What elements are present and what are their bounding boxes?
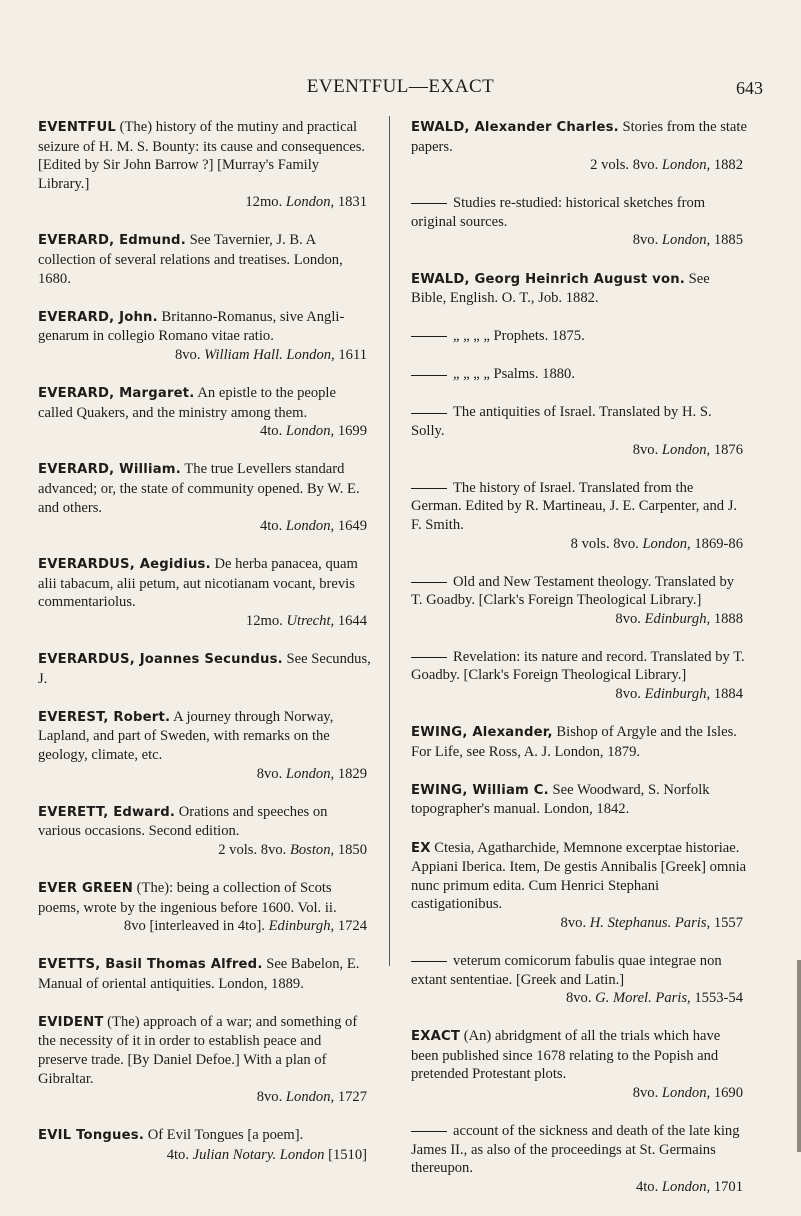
imprint-place: London, <box>285 1089 335 1106</box>
entry-imprint <box>38 1088 371 1107</box>
entry-text: De herba panacea, quam alii tabacum, alii petum, aut nicotianam vocant, brevis commentariolus. <box>38 556 358 611</box>
entry-headword: EVERARD, Edmund. <box>38 233 186 249</box>
imprint-year: 1884 <box>713 686 743 703</box>
imprint-year: 1699 <box>337 423 367 440</box>
entry-headword: EWING, William C. <box>411 782 549 798</box>
entry-imprint <box>38 346 371 365</box>
imprint-year: 1690 <box>713 1085 743 1102</box>
entry-body <box>38 1013 371 1088</box>
imprint-format: 8vo. <box>632 441 659 458</box>
entry-text: Orations and speeches on various occasions. Second edition. <box>38 803 328 840</box>
imprint-place: London, <box>661 441 711 458</box>
entry-text: Bishop of Argyle and the Isles. For Life, see Ross, A. J. London, 1879. <box>411 724 737 760</box>
ditto-dash <box>411 1131 447 1132</box>
imprint-year: 1557 <box>713 914 743 931</box>
imprint-format: 12mo. <box>245 612 283 629</box>
imprint-place: H. Stephanus. Paris, <box>589 914 711 931</box>
entry-text: Old and New Testament theology. Translated by T. Goadby. [Clark's Foreign Theological Library.] <box>411 573 735 609</box>
entry-text: The true Levellers standard advanced; or, the state of community opened. By W. E. and others. <box>38 461 360 516</box>
ditto-dash <box>411 582 447 583</box>
catalog-entry <box>38 231 371 288</box>
imprint-place: Edinburgh, <box>644 686 711 703</box>
catalog-entry <box>38 708 371 783</box>
entry-text: See Babelon, E. Manual of oriental antiquities. London, 1889. <box>38 956 360 992</box>
imprint-year: 1829 <box>337 765 367 782</box>
entry-body <box>38 384 371 422</box>
entry-headword: EVEREST, Robert. <box>38 709 171 725</box>
catalog-entry <box>38 803 371 860</box>
imprint-year: 1649 <box>337 518 367 535</box>
imprint-format: 8vo. <box>615 686 641 703</box>
imprint-place: London, <box>661 232 711 249</box>
entry-headword: EVERARDUS, Aegidius. <box>38 557 211 573</box>
entry-text: (The) history of the mutiny and practical seizure of H. M. S. Bounty: its cause and consequences. [Edited by Sir John Barrow ?] [Murray's Family Library.] <box>38 119 366 192</box>
entry-text: (The): being a collection of Scots poems, wrote by the ingenious before 1600. Vol. ii. <box>38 879 337 916</box>
imprint-year: 1882 <box>713 157 743 174</box>
catalog-entry <box>411 573 747 629</box>
entry-headword: EVIL Tongues. <box>38 1128 145 1144</box>
entry-body <box>38 308 371 346</box>
entry-text: An epistle to the people called Quakers, and the ministry among them. <box>38 385 336 421</box>
imprint-place: London, <box>285 765 335 782</box>
imprint-format: 2 vols. 8vo. <box>218 841 287 858</box>
catalog-entry <box>411 327 747 346</box>
catalog-entry <box>38 460 371 535</box>
entry-headword: EVERARD, Margaret. <box>38 386 195 402</box>
entry-text: A journey through Norway, Lapland, and part of Sweden, with remarks on the geology, climate, etc. <box>38 708 334 763</box>
imprint-format: 8vo. <box>256 765 283 782</box>
catalog-entry <box>38 308 371 365</box>
entry-headword: EVENTFUL <box>38 120 116 135</box>
imprint-place: Julian Notary. London <box>192 1146 325 1163</box>
catalog-entry <box>411 839 747 933</box>
entry-body <box>38 231 371 288</box>
entry-headword: EVERETT, Edward. <box>38 804 176 820</box>
entry-text: Studies re-studied: historical sketches from original sources. <box>411 195 706 230</box>
catalog-entry <box>38 879 371 936</box>
imprint-year: 1869-86 <box>694 535 743 552</box>
entry-body <box>411 573 747 610</box>
catalog-entry <box>411 723 747 761</box>
entry-text: See Secundus, J. <box>38 651 371 687</box>
imprint-place: G. Morel. Paris, <box>595 990 691 1007</box>
entry-headword: EXACT <box>411 1029 461 1045</box>
entry-body <box>38 555 371 612</box>
entry-headword: EWALD, Alexander Charles. <box>411 120 619 135</box>
entry-text: Ctesia, Agatharchide, Memnone excerptae historiae. Appiani Iberica. Item, De gestis Annibalis [Greek] omnia nunc primum edita. Cum Henrici Stephani castigationibus. <box>411 839 747 913</box>
entry-imprint <box>411 914 747 933</box>
imprint-format: 4to. <box>166 1146 189 1163</box>
entry-imprint <box>411 441 747 460</box>
imprint-year: 1831 <box>337 194 367 211</box>
imprint-year: 1888 <box>713 610 743 627</box>
entry-imprint <box>38 917 371 936</box>
ditto-dash <box>411 413 447 414</box>
catalog-entry <box>411 952 747 1008</box>
catalog-entry <box>411 118 747 175</box>
entry-text: (An) abridgment of all the trials which have been published since 1678 relating to the Popish and pretended Protestant plots. <box>411 1028 721 1083</box>
entry-body <box>38 460 371 517</box>
catalog-entry <box>411 365 747 384</box>
entry-headword: EVIDENT <box>38 1014 104 1030</box>
entry-headword: EVETTS, Basil Thomas Alfred. <box>38 957 263 973</box>
imprint-place: William Hall. London, <box>204 346 335 363</box>
imprint-format: 8vo [interleaved in 4to]. <box>123 918 265 935</box>
entry-headword: EVERARD, John. <box>38 309 158 325</box>
imprint-format: 8 vols. 8vo. <box>570 535 639 552</box>
imprint-format: 8vo. <box>560 914 587 931</box>
imprint-format: 2 vols. 8vo. <box>590 157 659 174</box>
entry-imprint <box>411 610 747 629</box>
imprint-place: London, <box>642 535 691 552</box>
imprint-year: 1724 <box>337 918 367 935</box>
entry-body <box>38 803 371 841</box>
imprint-year: 1885 <box>713 232 743 249</box>
imprint-format: 4to. <box>259 423 283 440</box>
catalog-entry <box>411 781 747 819</box>
catalog-entry <box>38 955 371 993</box>
entry-body <box>411 1027 747 1084</box>
imprint-format: 8vo. <box>615 610 641 627</box>
imprint-place: London, <box>285 194 335 211</box>
entry-body <box>411 1122 747 1178</box>
ditto-dash <box>411 203 447 204</box>
entry-text: Revelation: its nature and record. Translated by T. Goadby. [Clark's Foreign Theological Library.] <box>411 648 745 684</box>
page-number: 643 <box>736 78 763 98</box>
entry-text: See Bible, English. O. T., Job. 1882. <box>411 270 710 307</box>
imprint-place: London, <box>661 157 711 174</box>
entry-body <box>38 708 371 765</box>
imprint-place: Boston, <box>289 841 335 858</box>
entry-text: The antiquities of Israel. Translated by H. S. Solly. <box>411 404 712 440</box>
entry-body <box>411 118 747 156</box>
entry-imprint <box>411 989 747 1008</box>
entry-text: See Woodward, S. Norfolk topographer's manual. London, 1842. <box>411 781 710 818</box>
entry-imprint <box>411 1084 747 1103</box>
entry-text: „ „ „ „ Prophets. 1875. <box>453 328 585 345</box>
entry-imprint <box>411 1178 747 1197</box>
imprint-place: Utrecht, <box>286 612 335 629</box>
left-column <box>38 118 371 1184</box>
catalog-entry <box>38 650 371 688</box>
entry-text: Britanno-Romanus, sive Angli-genarum in collegio Romano vitae ratio. <box>38 308 345 345</box>
imprint-format: 12mo. <box>245 194 283 211</box>
catalog-entry <box>38 118 371 212</box>
imprint-year: 1876 <box>713 441 743 458</box>
catalog-entry <box>38 1013 371 1107</box>
catalog-entry <box>411 648 747 704</box>
imprint-place: London, <box>285 423 335 440</box>
running-title: EVENTFUL—EXACT <box>306 76 495 97</box>
entry-body <box>411 723 747 761</box>
ditto-dash <box>411 488 447 489</box>
catalog-entry <box>411 1122 747 1196</box>
entry-text: Of Evil Tongues [a poem]. <box>147 1127 304 1144</box>
entry-text: „ „ „ „ Psalms. 1880. <box>453 366 575 383</box>
entry-imprint <box>411 231 747 250</box>
entry-imprint <box>38 1146 371 1165</box>
imprint-place: London, <box>661 1178 711 1195</box>
catalog-entry <box>38 555 371 630</box>
catalog-entry <box>411 1027 747 1102</box>
page-edge-shadow <box>797 960 801 1152</box>
imprint-place: London, <box>285 518 335 535</box>
right-column <box>411 118 747 1216</box>
entry-text: veterum comicorum fabulis quae integrae non extant sententiae. [Greek and Latin.] <box>411 953 722 988</box>
entry-headword: EVER GREEN <box>38 880 134 896</box>
ditto-dash <box>411 961 447 962</box>
entry-body <box>411 479 747 535</box>
entry-headword: EX <box>411 840 431 856</box>
entry-imprint <box>38 765 371 784</box>
entry-body <box>411 327 747 346</box>
catalog-entry <box>38 384 371 441</box>
imprint-place: London, <box>661 1085 711 1102</box>
ditto-dash <box>411 336 447 337</box>
imprint-year: 1553-54 <box>694 990 743 1007</box>
entry-imprint <box>38 517 371 536</box>
entry-body <box>411 403 747 440</box>
imprint-place: Edinburgh, <box>644 610 711 627</box>
imprint-format: 8vo. <box>632 1085 659 1102</box>
imprint-format: 4to. <box>259 518 283 535</box>
entry-headword: EWING, Alexander, <box>411 725 553 741</box>
entry-text: account of the sickness and death of the late king James II., as also of the proceedings at St. Germains thereupon. <box>411 1123 740 1177</box>
column-divider <box>389 116 390 966</box>
entry-body <box>411 648 747 685</box>
page-header <box>0 76 801 106</box>
catalog-entry <box>38 1126 371 1164</box>
imprint-format: 4to. <box>635 1178 659 1195</box>
entry-body <box>411 365 747 384</box>
imprint-year: 1850 <box>337 841 367 858</box>
entry-body <box>411 781 747 819</box>
entry-imprint <box>411 535 747 554</box>
entry-body <box>411 839 747 914</box>
entry-body <box>411 194 747 231</box>
catalog-entry <box>411 479 747 553</box>
entry-body <box>38 879 371 917</box>
entry-text: See Tavernier, J. B. A collection of several relations and treatises. London, 1680. <box>38 232 343 287</box>
entry-text: The history of Israel. Translated from the German. Edited by R. Martineau, J. E. Carpenter, and J. F. Smith. <box>411 479 738 533</box>
imprint-year: 1701 <box>713 1178 743 1195</box>
imprint-format: 8vo. <box>632 232 659 249</box>
entry-imprint <box>38 841 371 860</box>
entry-imprint <box>38 612 371 631</box>
entry-imprint <box>411 685 747 704</box>
imprint-format: 8vo. <box>174 346 201 363</box>
imprint-year: 1611 <box>338 346 367 363</box>
entry-imprint <box>38 422 371 441</box>
entry-body <box>38 1126 371 1146</box>
ditto-dash <box>411 375 447 376</box>
entry-headword: EVERARD, William. <box>38 462 181 478</box>
entry-headword: EWALD, Georg Heinrich August von. <box>411 271 686 287</box>
entry-text: Stories from the state papers. <box>411 119 747 155</box>
catalog-entry <box>411 194 747 250</box>
entry-imprint <box>38 193 371 212</box>
imprint-year: 1727 <box>337 1089 367 1106</box>
imprint-format: 8vo. <box>565 990 592 1007</box>
entry-headword: EVERARDUS, Joannes Secundus. <box>38 652 283 668</box>
entry-text: (The) approach of a war; and something of the necessity of it in order to establish peace and preserve trade. [By Daniel Defoe.] With a plan of Gibraltar. <box>38 1013 358 1087</box>
entry-imprint <box>411 156 747 175</box>
catalog-entry <box>411 403 747 459</box>
imprint-format: 8vo. <box>256 1089 283 1106</box>
entry-body <box>38 118 371 193</box>
catalog-entry <box>411 270 747 308</box>
entry-body <box>411 952 747 989</box>
entry-body <box>38 650 371 688</box>
imprint-place: Edinburgh, <box>268 918 335 935</box>
ditto-dash <box>411 657 447 658</box>
entry-body <box>411 270 747 308</box>
imprint-year: [1510] <box>328 1146 367 1163</box>
entry-body <box>38 955 371 993</box>
imprint-year: 1644 <box>337 612 367 629</box>
